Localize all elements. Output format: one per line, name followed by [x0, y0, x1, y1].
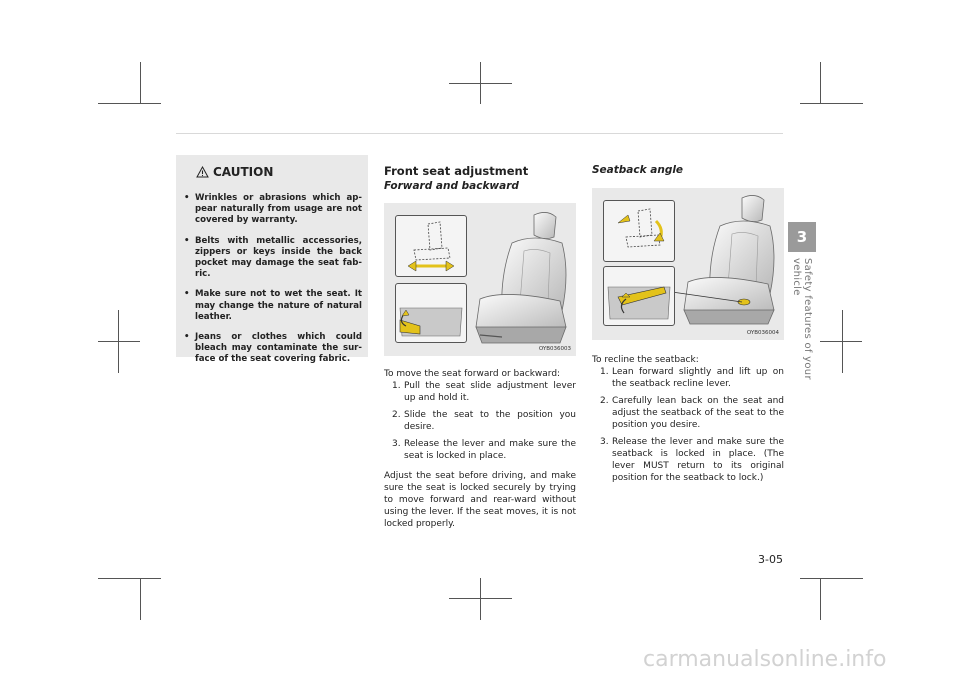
crop-mark — [820, 578, 821, 620]
crop-mark — [140, 578, 141, 620]
seatback-figure — [592, 188, 784, 340]
crop-mark — [449, 598, 512, 599]
step-number: 2. — [600, 396, 609, 406]
seat-slide-figure — [384, 203, 576, 356]
crop-mark — [800, 103, 863, 104]
caution-heading — [196, 165, 273, 179]
crop-mark — [820, 62, 821, 104]
step-text: Release the lever and make sure the seat is locked in place. — [404, 439, 576, 461]
step-text: Carefully lean back on the seat and adjust the seatback of the seat to the position you desire. — [612, 396, 784, 430]
crop-mark — [140, 62, 141, 104]
step-number: 2. — [392, 410, 401, 420]
crop-mark — [98, 103, 161, 104]
figure-code: OYB036003 — [538, 346, 571, 352]
inset-recline-lever — [603, 266, 675, 326]
step-text: Pull the seat slide adjustment lever up and hold it. — [404, 381, 576, 403]
header-rule — [176, 133, 783, 134]
chapter-tab: 3 — [788, 222, 816, 252]
caution-item: • Make sure not to wet the seat. It may change the nature of natural leather. — [182, 289, 362, 323]
step-item — [384, 409, 576, 433]
step-number: 3. — [600, 437, 609, 447]
recline-arrow-icon — [604, 201, 674, 261]
instructions-intro: To move the seat forward or backward: — [384, 369, 561, 379]
instructions-intro: To recline the seatback: — [592, 355, 699, 365]
caution-item: • Jeans or clothes which could bleach may contaminate the sur-face of the seat covering fabric. — [182, 332, 362, 366]
seatback-instructions — [592, 354, 784, 489]
front-seat-instructions — [384, 368, 576, 530]
caution-item: • Belts with metallic accessories, zippers or keys inside the back pocket may damage the seat fab-ric. — [182, 236, 362, 281]
section-subtitle: Forward and backward — [384, 180, 519, 192]
crop-mark — [480, 578, 481, 620]
section-title: Front seat adjustment — [384, 164, 529, 178]
crop-mark — [98, 578, 161, 579]
step-number: 3. — [392, 439, 401, 449]
lever-icon — [396, 284, 466, 342]
inset-lever-diagram — [395, 283, 467, 343]
step-text: Lean forward slightly and lift up on the seatback recline lever. — [612, 367, 784, 389]
step-item — [384, 438, 576, 462]
chapter-side-label — [772, 258, 832, 408]
step-item — [592, 366, 784, 390]
step-item — [592, 395, 784, 431]
step-item — [384, 380, 576, 404]
chapter-label: Safety features of your vehicle — [791, 258, 813, 380]
step-number: 1. — [600, 367, 609, 377]
slide-arrow-icon — [396, 216, 466, 276]
warning-triangle-icon — [196, 166, 209, 178]
page-number: 3-05 — [758, 553, 783, 566]
caution-title: CAUTION — [213, 165, 274, 179]
step-item — [592, 436, 784, 484]
caution-item: • Wrinkles or abrasions which ap-pear naturally from usage are not covered by warranty. — [182, 193, 362, 227]
step-number: 1. — [392, 381, 401, 391]
crop-mark — [800, 578, 863, 579]
section-subtitle: Seatback angle — [592, 164, 684, 176]
adjust-paragraph: Adjust the seat before driving, and make sure the seat is locked securely by trying to move forward and rear-ward without using the lever. If the seat moves, it is not locked properly. — [384, 471, 576, 529]
caution-list — [182, 193, 362, 375]
inset-slide-diagram — [395, 215, 467, 277]
figure-code: OYB036004 — [746, 330, 779, 336]
inset-recline-diagram — [603, 200, 675, 262]
crop-mark — [98, 341, 140, 342]
lever-icon — [604, 267, 674, 325]
steps-list — [384, 380, 576, 462]
steps-list — [592, 366, 784, 484]
crop-mark — [449, 83, 512, 84]
step-text: Slide the seat to the position you desire. — [404, 410, 576, 432]
watermark: carmanualsonline.info — [643, 647, 887, 672]
caution-box — [176, 155, 368, 365]
step-text: Release the lever and make sure the seatback is locked in place. (The lever MUST return to its original position for the seatback to lock.) — [612, 437, 784, 483]
